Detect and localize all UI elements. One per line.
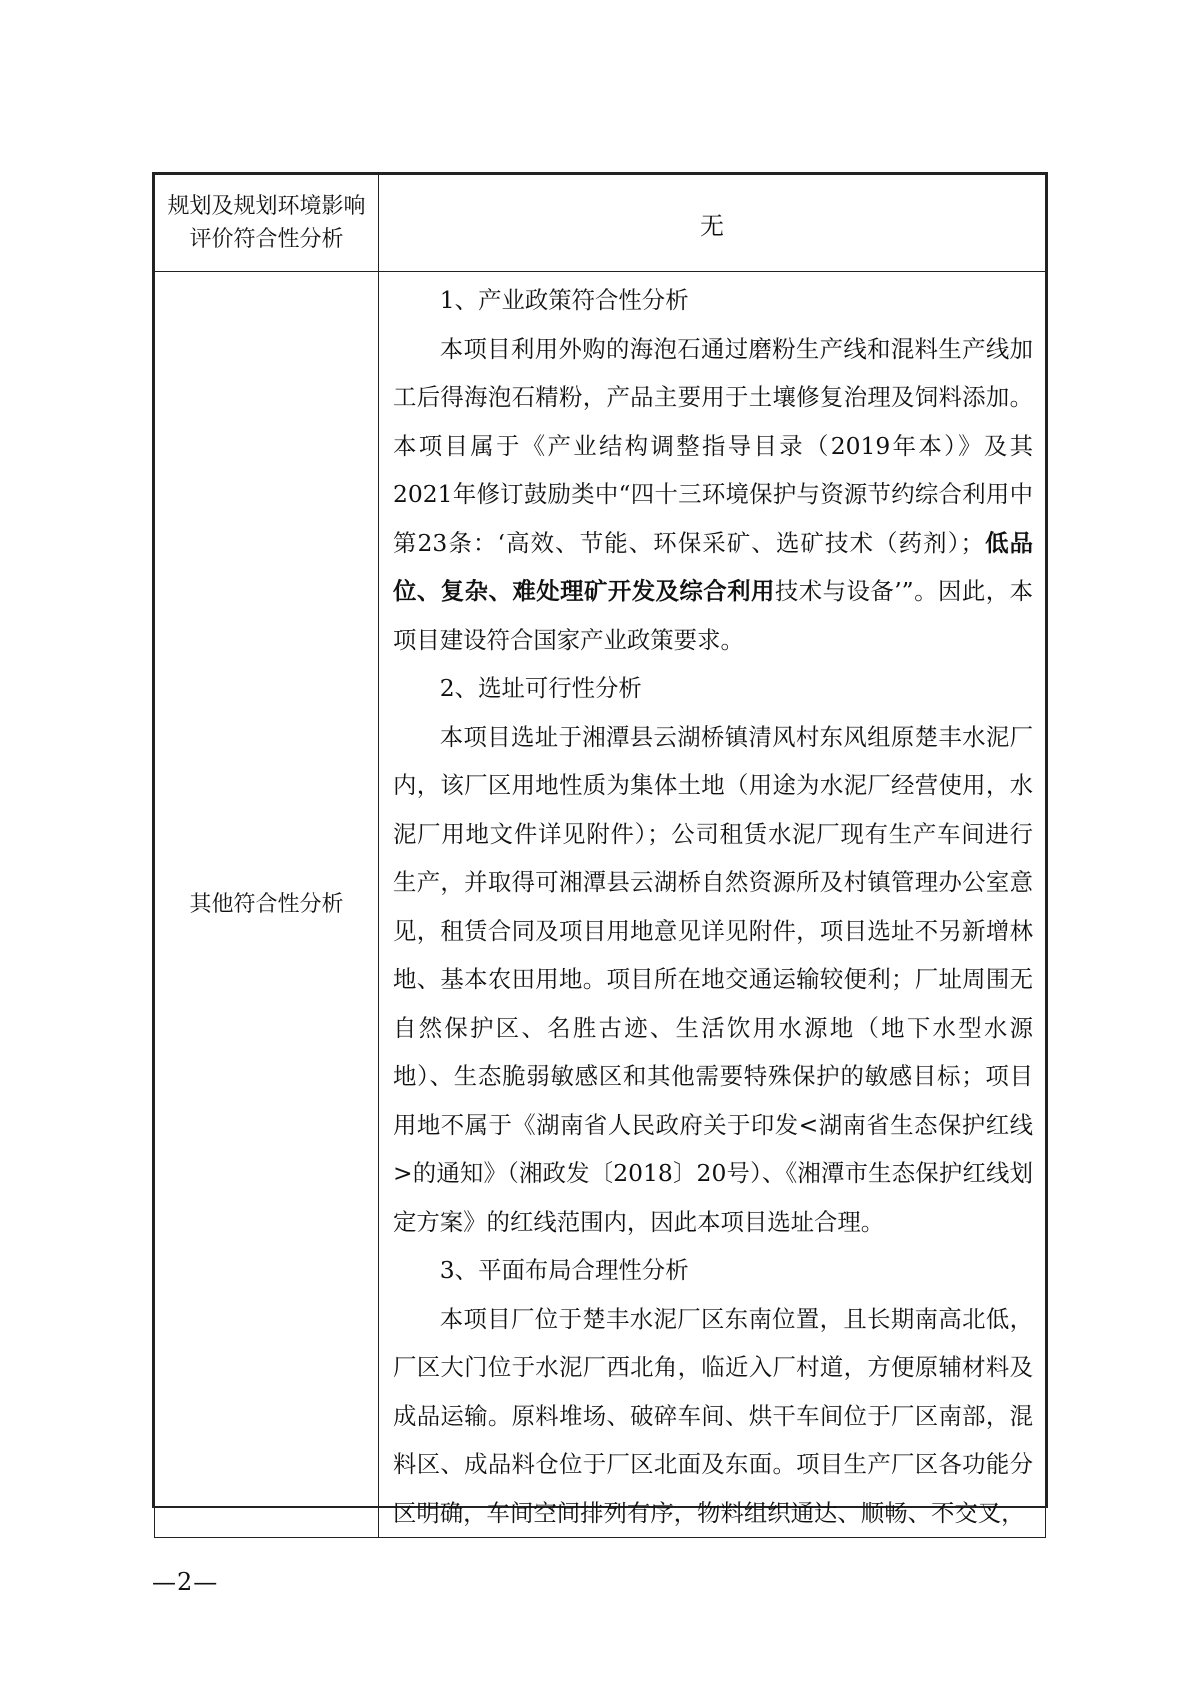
row-value-other (379, 272, 1046, 1538)
text-before-bold: 本项目利用外购的海泡石通过磨粉生产线和混料生产线加工后得海泡石精粉，产品主要用于土壤修复治理及饲料添加。本项目属于《产业结构调整指导目录（2019年本）》及其2021年修订鼓励类中“四十三环境保护与资源节约综合利用中第23条：‘高效、节能、环保采矿、选矿技术（药剂）； (393, 334, 1033, 557)
row-label-other: 其他符合性分析 (155, 272, 379, 1538)
compliance-table (154, 174, 1046, 1538)
text-after-bold: 技术与设备’”。因此，本项目建设符合国家产业政策要求。 (393, 577, 1033, 654)
section-heading-layout: 3、平面布局合理性分析 (439, 1256, 689, 1284)
row-value-planning: 无 (379, 175, 1046, 272)
section-text-site-selection: 本项目选址于湘潭县云湖桥镇清风村东风组原楚丰水泥厂内，该厂区用地性质为集体土地（用途为水泥厂经营使用，水泥厂用地文件详见附件）；公司租赁水泥厂现有生产车间进行生产，并取得可湘潭县云湖桥自然资源所及村镇管理办公室意见，租赁合同及项目用地意见详见附件，项目选址不另新增林地、基本农田用地。项目所在地交通运输较便利；厂址周围无自然保护区、名胜古迹、生活饮用水源地（地下水型水源地）、生态脆弱敏感区和其他需要特殊保护的敏感目标；项目用地不属于《湖南省人民政府关于印发<湖南省生态保护红线>的通知》（湘政发〔2018〕20号）、《湘潭市生态保护红线划定方案》的红线范围内，因此本项目选址合理。 (393, 722, 1033, 1236)
table-row (155, 272, 1046, 1538)
document-table-frame (152, 172, 1048, 1527)
section-text-industry-policy (393, 325, 1033, 665)
section-heading-industry-policy: 1、产业政策符合性分析 (439, 286, 689, 314)
section-heading-site-selection: 2、选址可行性分析 (439, 674, 642, 702)
table-row (155, 175, 1046, 272)
section-text-layout: 本项目厂位于楚丰水泥厂区东南位置，且长期南高北低，厂区大门位于水泥厂西北角，临近入厂村道，方便原辅材料及成品运输。原料堆场、破碎车间、烘干车间位于厂区南部，混料区、成品料仓位于厂区北面及东面。项目生产厂区各功能分区明确，车间空间排列有序，物料组织通达、顺畅、不交叉， (393, 1304, 1033, 1527)
bold-phrase: 低品位、复杂、难处理矿开发及综合利用 (393, 528, 1034, 605)
page-number: —2— (152, 1568, 219, 1596)
row-label-planning: 规划及规划环境影响评价符合性分析 (155, 175, 379, 272)
